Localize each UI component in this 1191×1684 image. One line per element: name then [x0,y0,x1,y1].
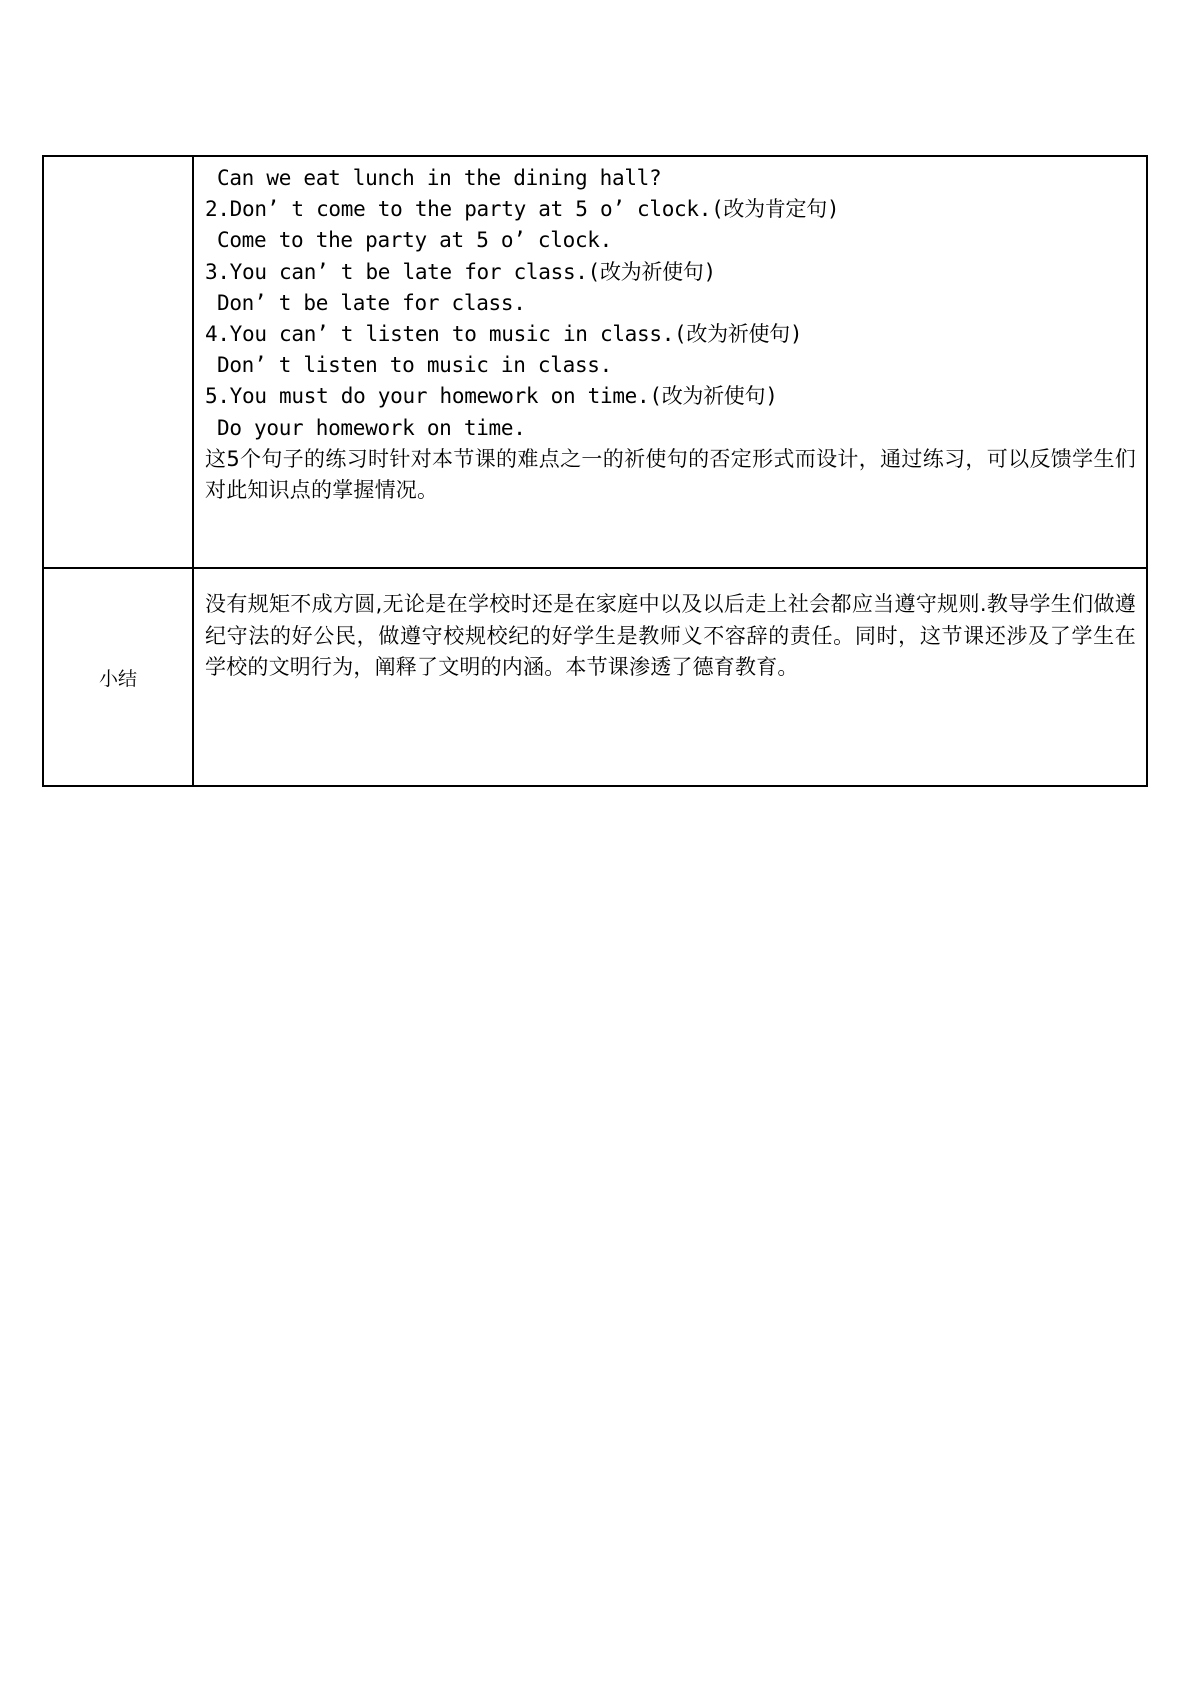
summary-label: 小结 [43,568,193,786]
exercise-row [43,156,1147,568]
exercise-line: Do your homework on time. [217,415,526,440]
exercise-label-cell [43,156,193,568]
summary-text: 没有规矩不成方圆,无论是在学校时还是在家庭中以及以后走上社会都应当遵守规则.教导学生们做遵纪守法的好公民，做遵守校规校纪的好学生是教师义不容辞的责任。同时，这节课还涉及了学生在学校的文明行为，阐释了文明的内涵。本节课渗透了德育教育。 [205,592,1136,679]
exercise-line: Come to the party at 5 o’ clock. [217,228,612,253]
exercise-line: 2.Don’ t come to the party at 5 o’ clock.(改为肯定句) [205,197,840,222]
exercise-line: 4.You can’ t listen to music in class.(改为祈使句) [205,321,803,346]
lesson-plan-table [42,155,1148,787]
summary-content-cell [193,568,1147,786]
exercise-line: Can we eat lunch in the dining hall? [217,166,662,190]
summary-row [43,568,1147,786]
exercise-line: Don’ t listen to music in class. [217,353,612,378]
exercise-line: 5.You must do your homework on time.(改为祈使句) [205,384,778,409]
exercise-line: 3.You can’ t be late for class.(改为祈使句) [205,259,716,284]
exercise-note: 这5个句子的练习时针对本节课的难点之一的祈使句的否定形式而设计，通过练习，可以反馈学生们对此知识点的掌握情况。 [205,446,1136,503]
exercise-content-cell [193,156,1147,568]
exercise-line: Don’ t be late for class. [217,290,526,315]
